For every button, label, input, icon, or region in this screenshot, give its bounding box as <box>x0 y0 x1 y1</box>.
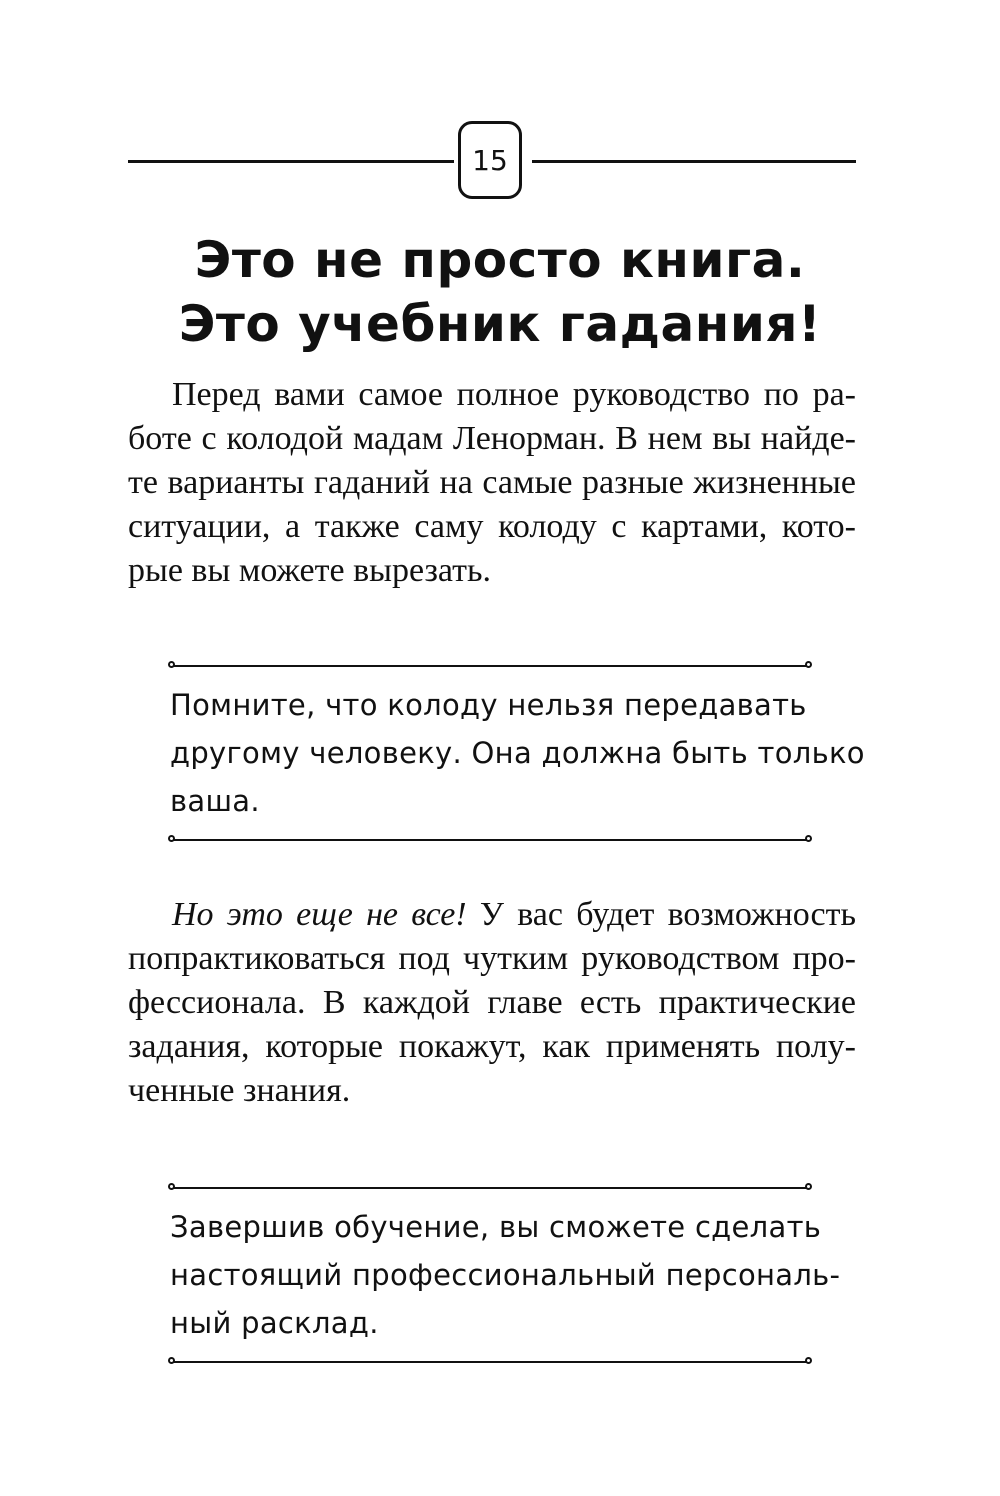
paragraph-line: рые вы можете вырезать. <box>128 552 491 589</box>
callout-line: другому человеку. Она должна быть только <box>170 736 865 770</box>
title-line-1: Это не просто книга. <box>194 231 806 289</box>
callout-text <box>170 681 865 825</box>
emphasis-text: Но это еще не все! <box>172 896 467 933</box>
page-number: 15 <box>458 121 522 199</box>
callout-bottom-rule <box>174 1361 806 1363</box>
callout-line: настоящий профессиональный персональ- <box>170 1258 841 1292</box>
title-line-2: Это учебник гадания! <box>178 295 822 353</box>
note-callout-1 <box>170 665 865 841</box>
callout-line: ный расклад. <box>170 1306 379 1340</box>
callout-text <box>170 1203 841 1347</box>
paragraph-line: боте с колодой мадам Ленорман. В нем вы найде- <box>128 420 856 457</box>
callout-line: ваша. <box>170 784 260 818</box>
intro-paragraph <box>128 373 856 593</box>
paragraph-line: ситуации, а также саму колоду с картами, кото- <box>128 508 856 545</box>
paragraph-line: фессионала. В каждой главе есть практические <box>128 984 856 1021</box>
header-rule-right <box>532 160 856 163</box>
paragraph-line: Перед вами самое полное руководство по ра- <box>172 376 856 413</box>
header-rule-left <box>128 160 454 163</box>
callout-line: Завершив обучение, вы сможете сделать <box>170 1210 822 1244</box>
callout-top-rule <box>174 665 806 667</box>
paragraph-line: ченные знания. <box>128 1072 351 1109</box>
practice-paragraph <box>128 893 856 1113</box>
paragraph-line: те варианты гаданий на самые разные жизненные <box>128 464 856 501</box>
note-callout-2 <box>170 1187 841 1363</box>
paragraph-line: попрактиковаться под чутким руководством про- <box>128 940 856 977</box>
paragraph-line: задания, которые покажут, как применять полу- <box>128 1028 856 1065</box>
paragraph-line <box>128 893 856 937</box>
callout-top-rule <box>174 1187 806 1189</box>
callout-bottom-rule <box>174 839 806 841</box>
paragraph-line-rest: У вас будет возможность <box>466 896 856 933</box>
callout-line: Помните, что колоду нельзя передавать <box>170 688 807 722</box>
page-title <box>100 228 900 356</box>
